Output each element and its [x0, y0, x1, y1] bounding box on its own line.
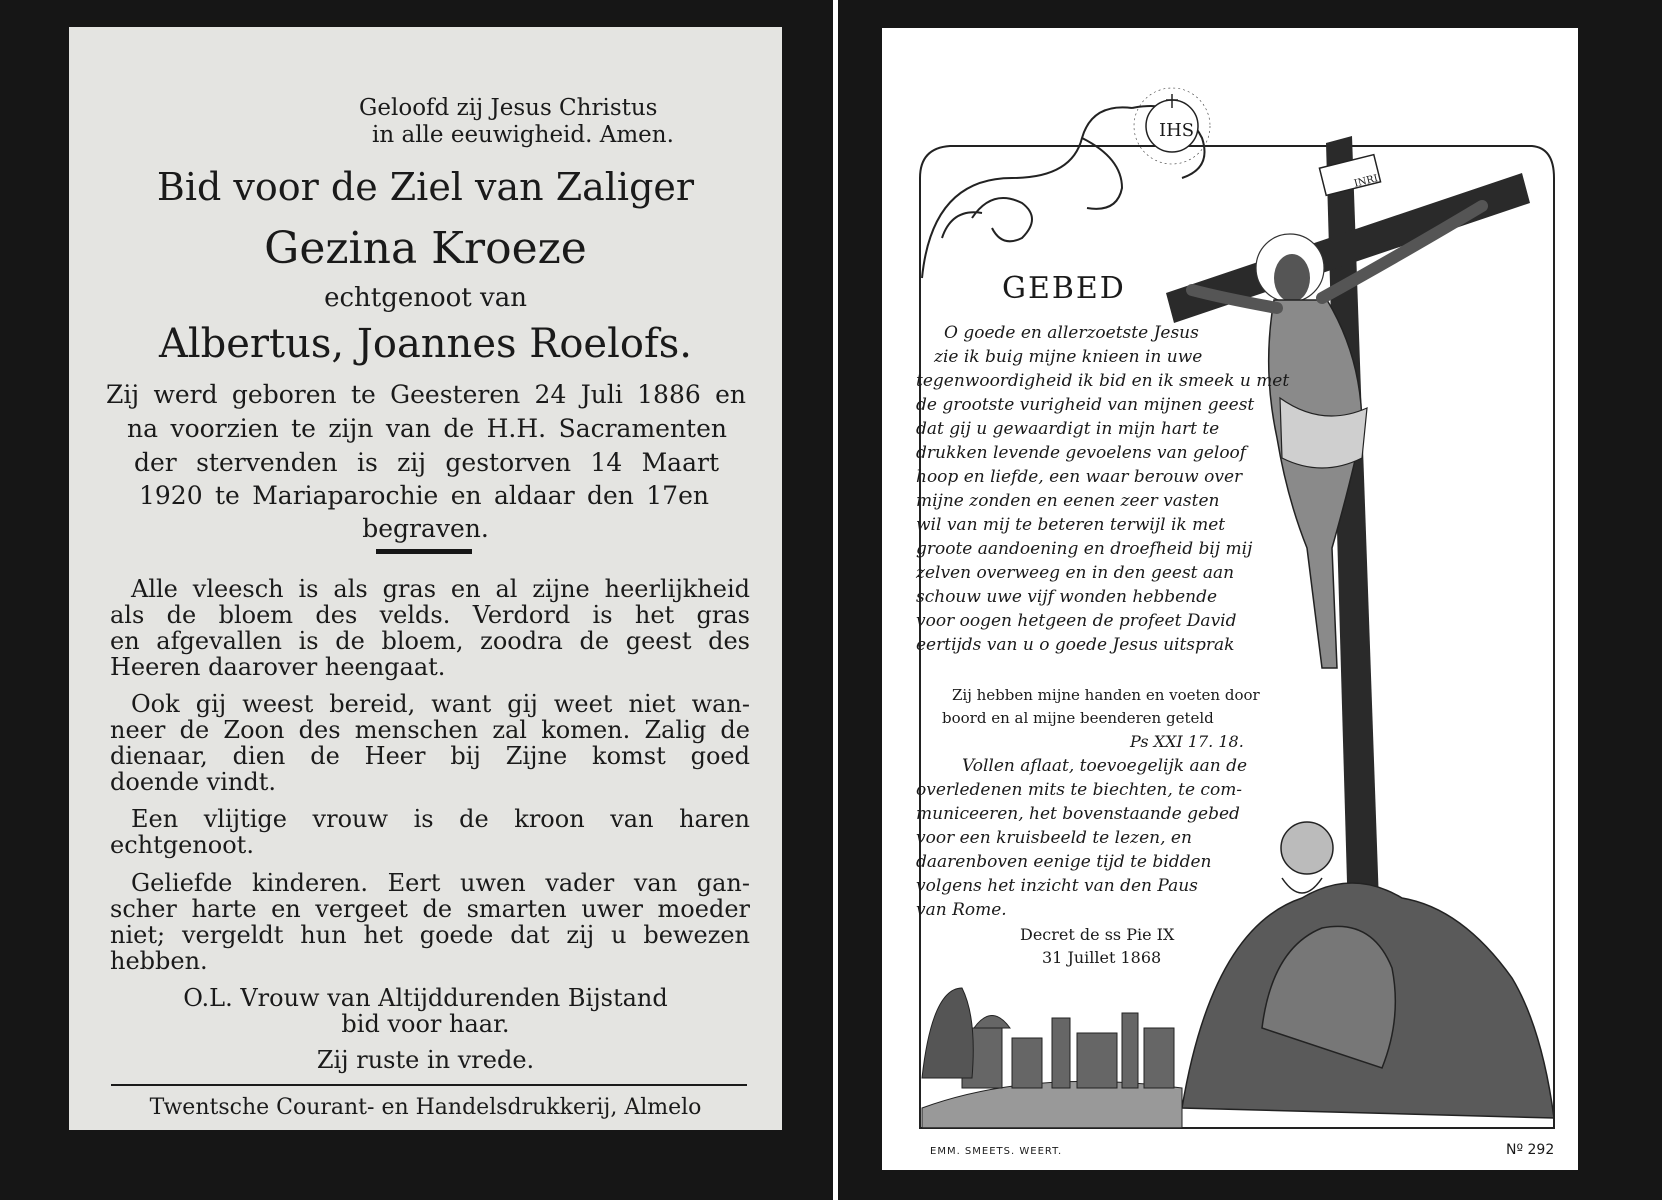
spouse-name: Albertus, Joannes Roelofs.	[158, 321, 693, 367]
prayer-line: eertijds van u o goede Jesus uitsprak	[916, 635, 1235, 655]
verse-line: echtgenoot.	[110, 831, 254, 859]
border-left	[838, 0, 882, 1200]
deceased-name: Gezina Kroeze	[264, 223, 587, 274]
bio-line: 1920 te Mariaparochie en aldaar den 17en	[139, 481, 709, 510]
prayer-line: de grootste vurigheid van mijnen geest	[916, 395, 1255, 415]
verse-line: Heeren daarover heengaat.	[110, 653, 446, 681]
indulgence-line: volgens het inzicht van den Paus	[916, 876, 1198, 896]
bio-line: Zij werd geboren te Geesteren 24 Juli 1886 en	[106, 380, 746, 409]
verse-line: als de bloem des velds. Verdord is het gras	[110, 601, 750, 629]
verse-line: Een vlijtige vrouw is de kroon van haren	[131, 805, 750, 833]
publisher-credit: EMM. SMEETS. WEERT.	[930, 1146, 1063, 1157]
closing-line: Zij ruste in vrede.	[316, 1046, 535, 1074]
psalm-line: boord en al mijne beenderen geteld	[942, 709, 1214, 727]
verse-line: en afgevallen is de bloem, zoodra de geest des	[110, 627, 750, 655]
prayer-line: wil van mij te beteren terwijl ik met	[916, 515, 1226, 535]
verse-line: dienaar, dien de Heer bij Zijne komst goed	[110, 742, 750, 770]
closing-line: bid voor haar.	[341, 1010, 510, 1038]
bio-line: der stervenden is zij gestorven 14 Maart	[134, 448, 719, 477]
ihs-monogram: IHS	[1159, 120, 1195, 141]
verse-line: niet; vergeldt hun het goede dat zij u bewezen	[110, 921, 750, 949]
prayer-line: zelven overweeg en in den geest aan	[916, 563, 1235, 583]
prayer-line: tegenwoordigheid ik bid en ik smeek u met	[916, 371, 1290, 391]
verse-line: Geliefde kinderen. Eert uwen vader van gan-	[131, 869, 750, 897]
opening-line-2: in alle eeuwigheid. Amen.	[372, 122, 674, 148]
indulgence-line: municeeren, het bovenstaande gebed	[916, 804, 1240, 824]
bio-line: na voorzien te zijn van de H.H. Sacramenten	[127, 414, 727, 443]
prayer-line: O goede en allerzoetste Jesus	[944, 323, 1199, 343]
verse-line: Alle vleesch is als gras en al zijne heerlijkheid	[131, 575, 750, 603]
closing-line: O.L. Vrouw van Altijddurenden Bijstand	[183, 984, 668, 1012]
prayer-line: dat gij u gewaardigt in mijn hart te	[916, 419, 1220, 439]
verse-line: Ook gij weest bereid, want gij weet niet wan-	[131, 690, 750, 718]
printer-credit: Twentsche Courant- en Handelsdrukkerij, Almelo	[149, 1095, 702, 1120]
border-right	[1578, 0, 1662, 1200]
prayer-line: schouw uwe vijf wonden hebbende	[916, 587, 1218, 607]
verse-line: hebben.	[110, 947, 208, 975]
inri-plaque: INRI	[1353, 173, 1380, 190]
verse-line: neer de Zoon des menschen zal komen. Zalig de	[110, 716, 750, 744]
decree-line: 31 Juillet 1868	[1042, 948, 1162, 967]
prayer-line: groote aandoening en droefheid bij mij	[916, 539, 1253, 559]
psalm-reference: Ps XXI 17. 18.	[1130, 732, 1244, 751]
divider-rule	[376, 549, 472, 554]
prayer-line: voor oogen hetgeen de profeet David	[916, 611, 1237, 631]
tree	[922, 988, 973, 1078]
bio-line: begraven.	[362, 514, 489, 543]
border-bottom	[838, 1170, 1662, 1200]
prayer-line: drukken levende gevoelens van geloof	[916, 443, 1247, 463]
border-top	[838, 0, 1662, 28]
footer-rule	[111, 1084, 747, 1086]
prayer-heading: Bid voor de Ziel van Zaliger	[156, 165, 695, 209]
left-card-paper	[69, 27, 782, 1130]
psalm-line: Zij hebben mijne handen en voeten door	[952, 686, 1260, 704]
decree-line: Decret de ss Pie IX	[1020, 925, 1175, 944]
cross	[1166, 136, 1530, 988]
memorial-card-right	[838, 0, 1662, 1200]
verse-line: doende vindt.	[110, 768, 276, 796]
spouse-intro: echtgenoot van	[324, 283, 527, 313]
prayer-line: zie ik buig mijne knieen in uwe	[934, 347, 1203, 367]
indulgence-line: Vollen aflaat, toevoegelijk aan de	[962, 756, 1248, 776]
prayer-line: hoop en liefde, een waar berouw over	[916, 467, 1243, 487]
card-number: Nº 292	[1506, 1142, 1555, 1158]
indulgence-line: daarenboven eenige tijd te bidden	[916, 852, 1212, 872]
indulgence-line: van Rome.	[916, 900, 1007, 920]
right-card-paper	[882, 28, 1578, 1170]
indulgence-line: voor een kruisbeeld te lezen, en	[916, 828, 1192, 848]
prayer-line: mijne zonden en eenen zeer vasten	[916, 491, 1220, 511]
verse-line: scher harte en vergeet de smarten uwer moeder	[110, 895, 750, 923]
indulgence-line: overledenen mits te biechten, te com-	[916, 780, 1243, 800]
opening-line-1: Geloofd zij Jesus Christus	[359, 95, 658, 121]
prayer-title: GEBED	[1002, 271, 1126, 306]
